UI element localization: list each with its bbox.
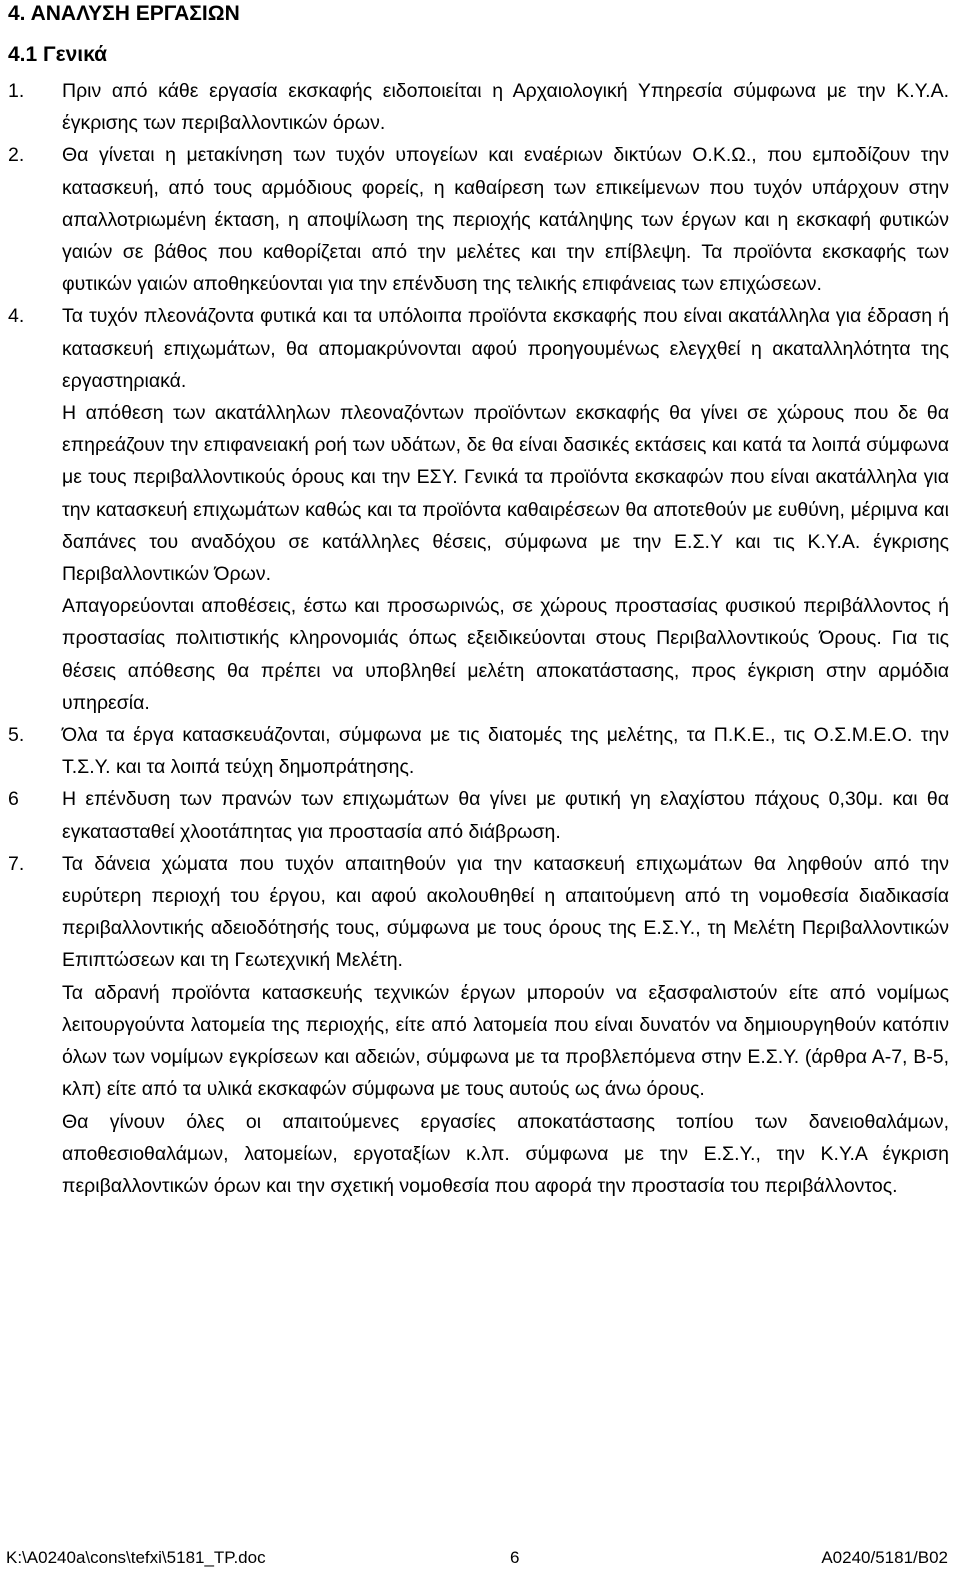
list-item-paragraph: Τα αδρανή προϊόντα κατασκευής τεχνικών έργων μπορούν να εξασφαλιστούν είτε από νομίμως λειτουργούντα λατομεία της περιοχής, είτε από λατομεία που είναι δυνατόν να δημιουργηθούν κατόπιν όλων των νομίμων εγκρίσεων και αδειών, σύμφωνα με τα προβλεπόμενα στην Ε.Σ.Υ. (άρθρα Α-7, Β-5, κλπ) είτε από τα υλικά εκσκαφών σύμφωνα με τους αυτούς ως άνω όρους. bbox=[62, 981, 949, 1101]
list-item-number: 6 bbox=[8, 788, 19, 811]
footer-document-code: A0240/5181/B02 bbox=[821, 1548, 948, 1567]
list-item bbox=[0, 300, 960, 719]
list-item-number: 5. bbox=[8, 724, 25, 747]
list-item-number: 4. bbox=[8, 305, 25, 328]
numbered-list bbox=[0, 75, 960, 1202]
subsection-heading: 4.1 Γενικά bbox=[8, 43, 108, 66]
list-item bbox=[0, 719, 960, 783]
list-item-paragraph: Θα γίνουν όλες οι απαιτούμενες εργασίες αποκατάστασης τοπίου των δανειοθαλάμων, αποθεσιοθαλάμων, λατομείων, εργοταξίων κ.λπ. σύμφωνα με την Ε.Σ.Υ., την Κ.Υ.Α έγκριση περιβαλλοντικών όρων και την σχετική νομοθεσία που αφορά την προστασία του περιβάλλοντος. bbox=[62, 1110, 949, 1197]
list-item-paragraph: Η απόθεση των ακατάλληλων πλεοναζόντων προϊόντων εκσκαφής θα γίνει σε χώρους που δε θα επηρεάζουν την επιφανειακή ροή των υδάτων, δε θα είναι δασικές εκτάσεις και κατά τα λοιπά σύμφωνα με τους περιβαλλοντικούς όρους και την ΕΣΥ. Γενικά τα προϊόντα εκσκαφών που είναι ακατάλληλα για την κατασκευή επιχωμάτων καθώς και τα προϊόντα καθαιρέσεων θα αποτεθούν με ευθύνη, μέριμνα και δαπάνες του αναδόχου σε κατάλληλες θέσεις, σύμφωνα με την Ε.Σ.Υ και τις Κ.Υ.Α. έγκρισης Περιβαλλοντικών Όρων. bbox=[62, 402, 949, 586]
list-item bbox=[0, 75, 960, 139]
list-item-paragraph: Τα τυχόν πλεονάζοντα φυτικά και τα υπόλοιπα προϊόντα εκσκαφής που είναι ακατάλληλα για έδραση ή κατασκευή επιχωμάτων, θα απομακρύνονται αφού προηγουμένως ελεγχθεί η ακαταλληλότητα της εργαστηριακά. bbox=[62, 305, 949, 392]
list-item-number: 7. bbox=[8, 852, 25, 875]
list-item-paragraph: Απαγορεύονται αποθέσεις, έστω και προσωρινώς, σε χώρους προστασίας φυσικού περιβάλλοντος ή προστασίας πολιτιστικής κληρονομιάς όπως εξειδικεύονται στους Περιβαλλοντικούς Όρους. Για τις θέσεις απόθεσης θα πρέπει να υποβληθεί μελέτη αποκατάστασης, προς έγκριση στην αρμόδια υπηρεσία. bbox=[62, 595, 949, 714]
list-item-paragraph: Όλα τα έργα κατασκευάζονται, σύμφωνα με τις διατομές της μελέτης, τα Π.Κ.Ε., τις Ο.Σ.Μ.Ε.Ο. την Τ.Σ.Υ. και τα λοιπά τεύχη δημοπράτησης. bbox=[62, 724, 949, 779]
list-item-paragraph: Η επένδυση των πρανών των επιχωμάτων θα γίνει με φυτική γη ελαχίστου πάχους 0,30μ. και θα εγκατασταθεί χλοοτάπητας για προστασία από διάβρωση. bbox=[62, 788, 949, 843]
list-item-number: 2. bbox=[8, 144, 25, 167]
list-item-paragraph: Τα δάνεια χώματα που τυχόν απαιτηθούν για την κατασκευή επιχωμάτων θα ληφθούν από την ευρύτερη περιοχή του έργου, και αφού ακολουθηθεί η απαιτούμενη από τη νομοθεσία διαδικασία περιβαλλοντικής αδειοδότησής τους, σύμφωνα με τους όρους της Ε.Σ.Υ., τη Μελέτη Περιβαλλοντικών Επιπτώσεων και τη Γεωτεχνική Μελέτη. bbox=[62, 852, 949, 972]
footer-file-path: K:\A0240a\cons\tefxi\5181_TP.doc bbox=[6, 1548, 266, 1567]
list-item bbox=[0, 139, 960, 300]
list-item bbox=[0, 783, 960, 847]
footer-page-number: 6 bbox=[510, 1548, 520, 1567]
list-item-paragraph: Θα γίνεται η μετακίνηση των τυχόν υπογείων και εναέριων δικτύων Ο.Κ.Ω., που εμποδίζουν την κατασκευή, από τους αρμόδιους φορείς, η καθαίρεση των επικείμενων που τυχόν υπάρχουν στην απαλλοτριωμένη έκταση, η αποψίλωση της περιοχής κατάληψης των έργων και η εκσκαφή φυτικών γαιών σε βάθος που καθορίζεται από την μελέτες και την επίβλεψη. Τα προϊόντα εκσκαφής των φυτικών γαιών αποθηκεύονται για την επένδυση της τελικής επιφάνειας των επιχώσεων. bbox=[62, 144, 949, 296]
list-item bbox=[0, 848, 960, 1202]
list-item-number: 1. bbox=[8, 80, 25, 102]
page-footer bbox=[0, 1545, 960, 1571]
section-heading: 4. ΑΝΑΛΥΣΗ ΕΡΓΑΣΙΩΝ bbox=[8, 2, 240, 25]
list-item-paragraph: Πριν από κάθε εργασία εκσκαφής ειδοποιείται η Αρχαιολογική Υπηρεσία σύμφωνα με την Κ.Υ.Α. έγκρισης των περιβαλλοντικών όρων. bbox=[62, 80, 949, 135]
